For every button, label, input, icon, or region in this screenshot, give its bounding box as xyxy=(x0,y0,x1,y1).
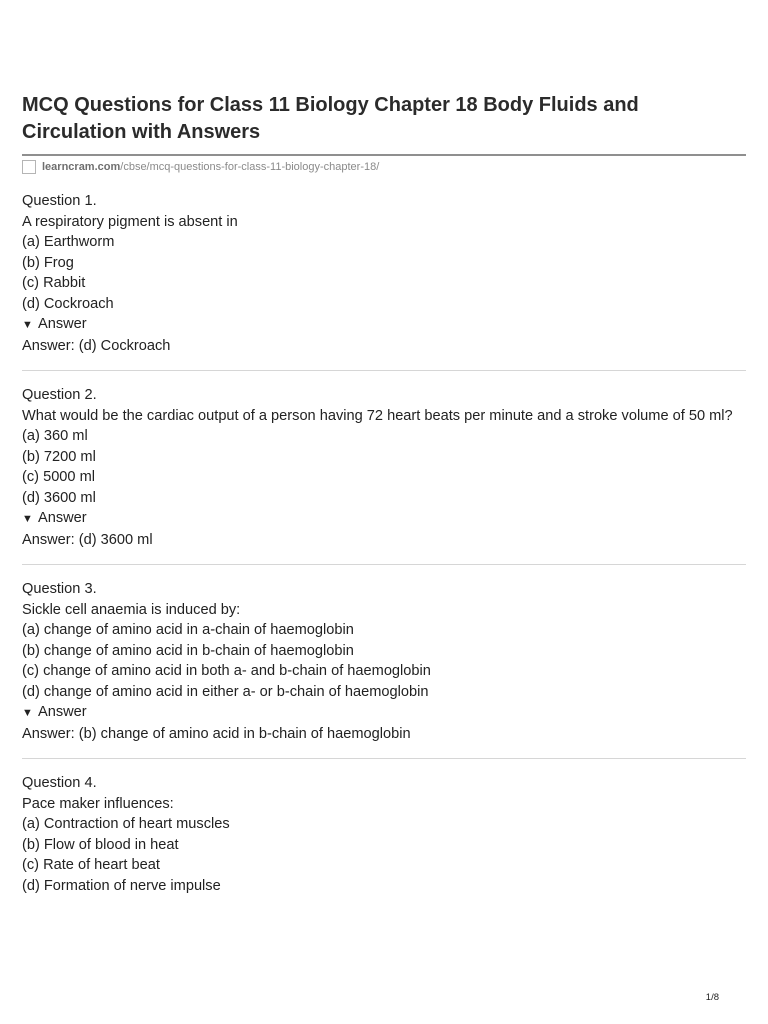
link-icon xyxy=(22,160,36,174)
option-b: (b) 7200 ml xyxy=(22,448,96,465)
answer-text: Answer: (d) Cockroach xyxy=(22,337,171,354)
question-text: Sickle cell anaemia is induced by: xyxy=(22,601,241,618)
page-number: 1/8 xyxy=(705,992,719,1003)
option-d: (d) 3600 ml xyxy=(22,489,96,506)
document-page xyxy=(22,92,746,896)
answer-text: Answer: (b) change of amino acid in b-chain of haemoglobin xyxy=(22,725,411,742)
title-divider xyxy=(22,154,746,156)
option-a: (a) Earthworm xyxy=(22,234,115,250)
option-c: (c) change of amino acid in both a- and b-chain of haemoglobin xyxy=(22,663,431,679)
answer-toggle[interactable]: ▼ Answer xyxy=(22,314,746,336)
option-d: (d) Formation of nerve impulse xyxy=(22,877,221,894)
option-b: (b) Flow of blood in heat xyxy=(22,836,179,853)
source-url[interactable] xyxy=(22,159,746,175)
option-b: (b) Frog xyxy=(22,254,74,271)
question-number: Question 4. xyxy=(22,775,97,791)
triangle-down-icon: ▼ xyxy=(22,707,33,719)
question-number: Question 3. xyxy=(22,581,97,597)
question-number: Question 1. xyxy=(22,193,97,209)
question-text: What would be the cardiac output of a person having 72 heart beats per minute and a stroke volume of 50 ml? xyxy=(22,407,733,424)
answer-text: Answer: (d) 3600 ml xyxy=(22,531,153,548)
option-a: (a) 360 ml xyxy=(22,428,88,444)
option-b: (b) change of amino acid in b-chain of haemoglobin xyxy=(22,642,354,659)
source-domain[interactable]: learncram.com xyxy=(42,161,121,173)
option-c: (c) Rate of heart beat xyxy=(22,857,160,873)
option-c: (c) 5000 ml xyxy=(22,469,95,485)
question-divider xyxy=(22,564,746,565)
option-a: (a) Contraction of heart muscles xyxy=(22,816,230,832)
question-3 xyxy=(22,579,746,744)
option-d: (d) change of amino acid in either a- or b-chain of haemoglobin xyxy=(22,683,429,700)
question-1 xyxy=(22,191,746,356)
question-text: Pace maker influences: xyxy=(22,795,174,812)
question-2 xyxy=(22,385,746,550)
answer-toggle[interactable]: ▼ Answer xyxy=(22,508,746,530)
question-divider xyxy=(22,370,746,371)
option-c: (c) Rabbit xyxy=(22,275,86,291)
question-4 xyxy=(22,773,746,896)
option-d: (d) Cockroach xyxy=(22,295,114,312)
triangle-down-icon: ▼ xyxy=(22,513,33,525)
question-text: A respiratory pigment is absent in xyxy=(22,213,238,230)
question-number: Question 2. xyxy=(22,387,97,403)
source-path[interactable]: /cbse/mcq-questions-for-class-11-biology-chapter-18/ xyxy=(120,161,380,173)
question-divider xyxy=(22,758,746,759)
page-title: MCQ Questions for Class 11 Biology Chapter 18 Body Fluids and Circulation with Answers xyxy=(22,94,639,143)
answer-toggle[interactable]: ▼ Answer xyxy=(22,702,746,724)
triangle-down-icon: ▼ xyxy=(22,319,33,331)
option-a: (a) change of amino acid in a-chain of haemoglobin xyxy=(22,622,354,638)
